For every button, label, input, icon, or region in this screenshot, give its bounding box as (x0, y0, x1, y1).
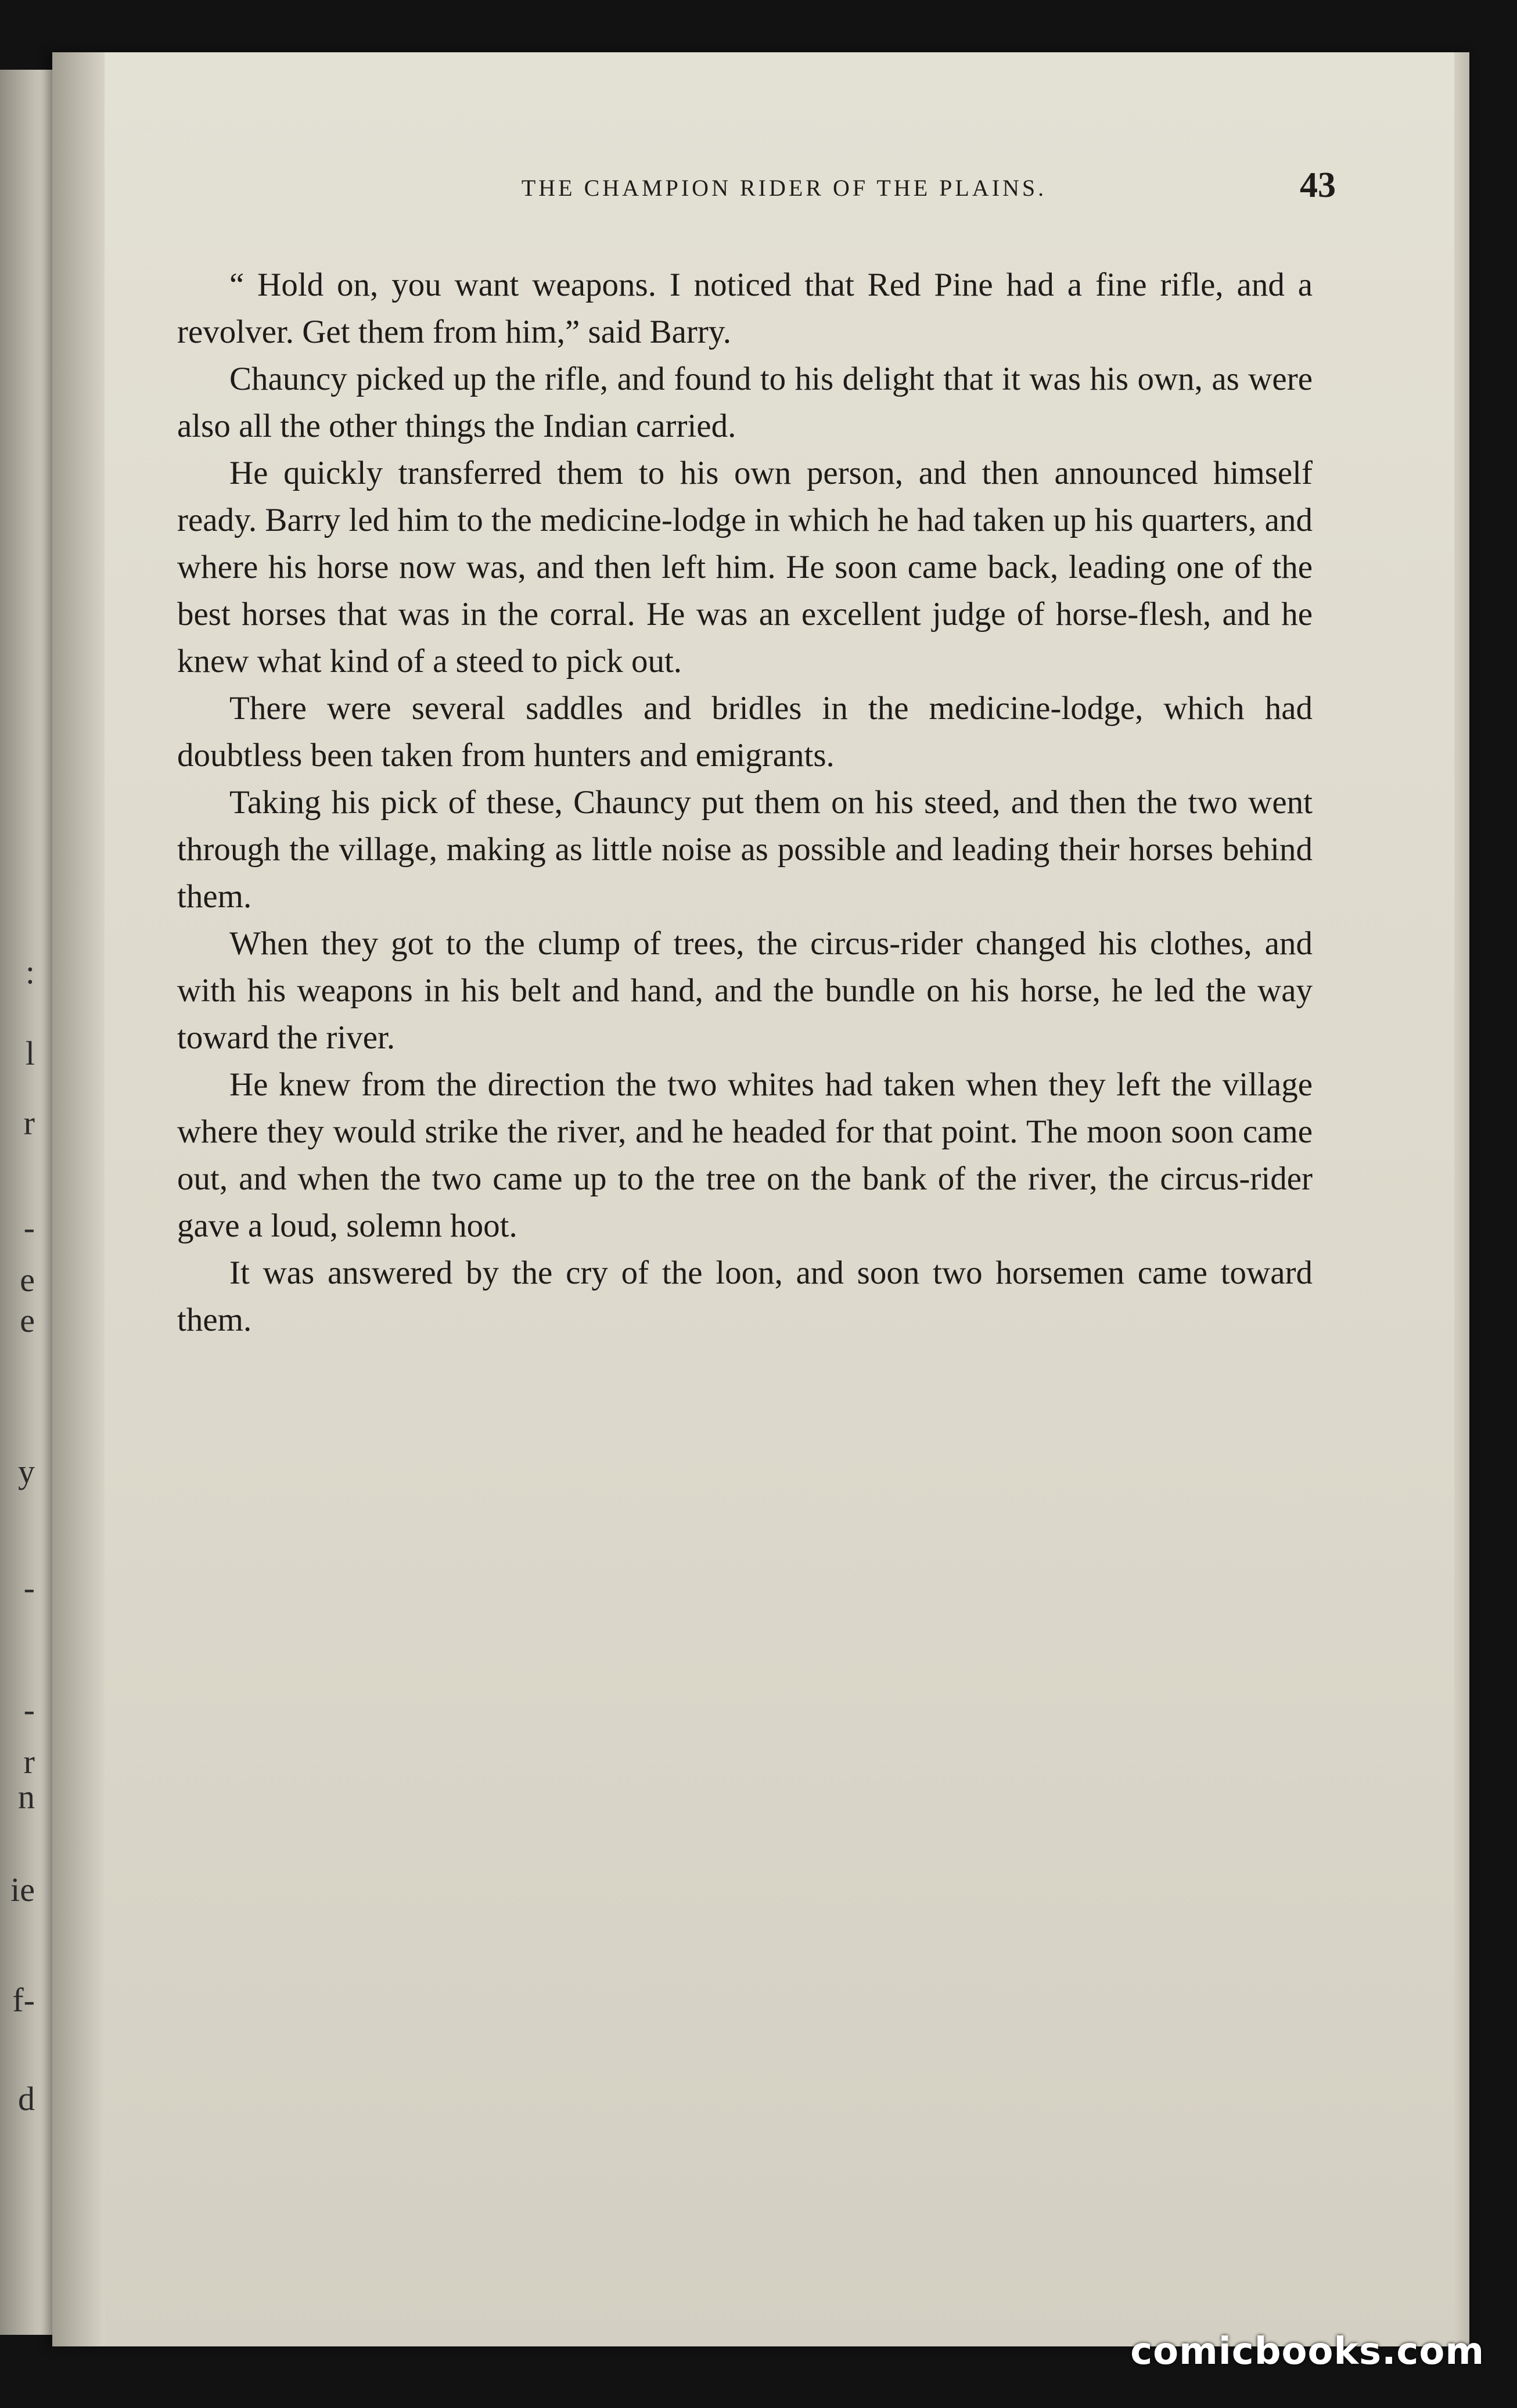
book-page (52, 52, 1469, 2346)
running-head: THE CHAMPION RIDER OF THE PLAINS. (521, 175, 1047, 201)
previous-page-letter-fragment: f- (12, 1981, 35, 2019)
paragraph: It was answered by the cry of the loon, and soon two horsemen came toward them. (177, 1255, 1313, 1338)
previous-page-letter-fragment: r (23, 1743, 35, 1781)
page-edge (1454, 52, 1469, 2346)
paragraph: He knew from the direction the two whites had taken when they left the village where they would strike the river, and he headed for that point. The moon soon came out, and when the two came up to the tree on the bank of the river, the circus-rider gave a loud, solemn hoot. (177, 1066, 1313, 1244)
paragraph: Taking his pick of these, Chauncy put them on his steed, and then the two went through the village, making as little noise as possible and leading their horses behind them. (177, 784, 1313, 915)
paragraph: There were several saddles and bridles in the medicine-lodge, which had doubtless been taken from hunters and emigrants. (177, 690, 1313, 774)
previous-page-letter-fragment: e (20, 1302, 35, 1339)
body-text (177, 261, 1313, 1343)
previous-page-letter-fragment: d (18, 2080, 35, 2118)
previous-page-letter-fragment: l (25, 1034, 35, 1072)
previous-page-letter-fragment: y (18, 1453, 35, 1490)
paragraph: When they got to the clump of trees, the circus-rider changed his clothes, and with his weapons in his belt and hand, and the bundle on his horse, he led the way toward the river. (177, 925, 1313, 1056)
previous-page-letter-fragment: ie (10, 1871, 35, 1909)
previous-page-letter-fragment: - (23, 1569, 35, 1606)
previous-page-letter-fragment: n (18, 1778, 35, 1816)
page-number: 43 (1300, 166, 1336, 205)
watermark-text: comicbooks.com (1130, 2330, 1484, 2373)
paragraph: Chauncy picked up the rifle, and found to his delight that it was his own, as were also all the other things the Indian carried. (177, 361, 1313, 444)
paragraph: He quickly transferred them to his own person, and then announced himself ready. Barry led him to the medicine-lodge in which he had taken up his quarters, and where his horse now was, and then left him. He soon came back, leading one of the best horses that was in the corral. He was an excellent judge of horse-flesh, and he knew what kind of a steed to pick out. (177, 455, 1313, 680)
page-gutter (52, 52, 105, 2346)
previous-page-letter-fragment: : (25, 953, 35, 991)
previous-page-letter-fragment: e (20, 1261, 35, 1299)
paragraph: “ Hold on, you want weapons. I noticed that Red Pine had a fine rifle, and a revolver. Get them from him,” said Barry. (177, 267, 1313, 350)
previous-page-letter-fragment: - (23, 1209, 35, 1246)
previous-page-letter-fragment: - (23, 1691, 35, 1728)
previous-page-letter-fragment: r (23, 1104, 35, 1142)
